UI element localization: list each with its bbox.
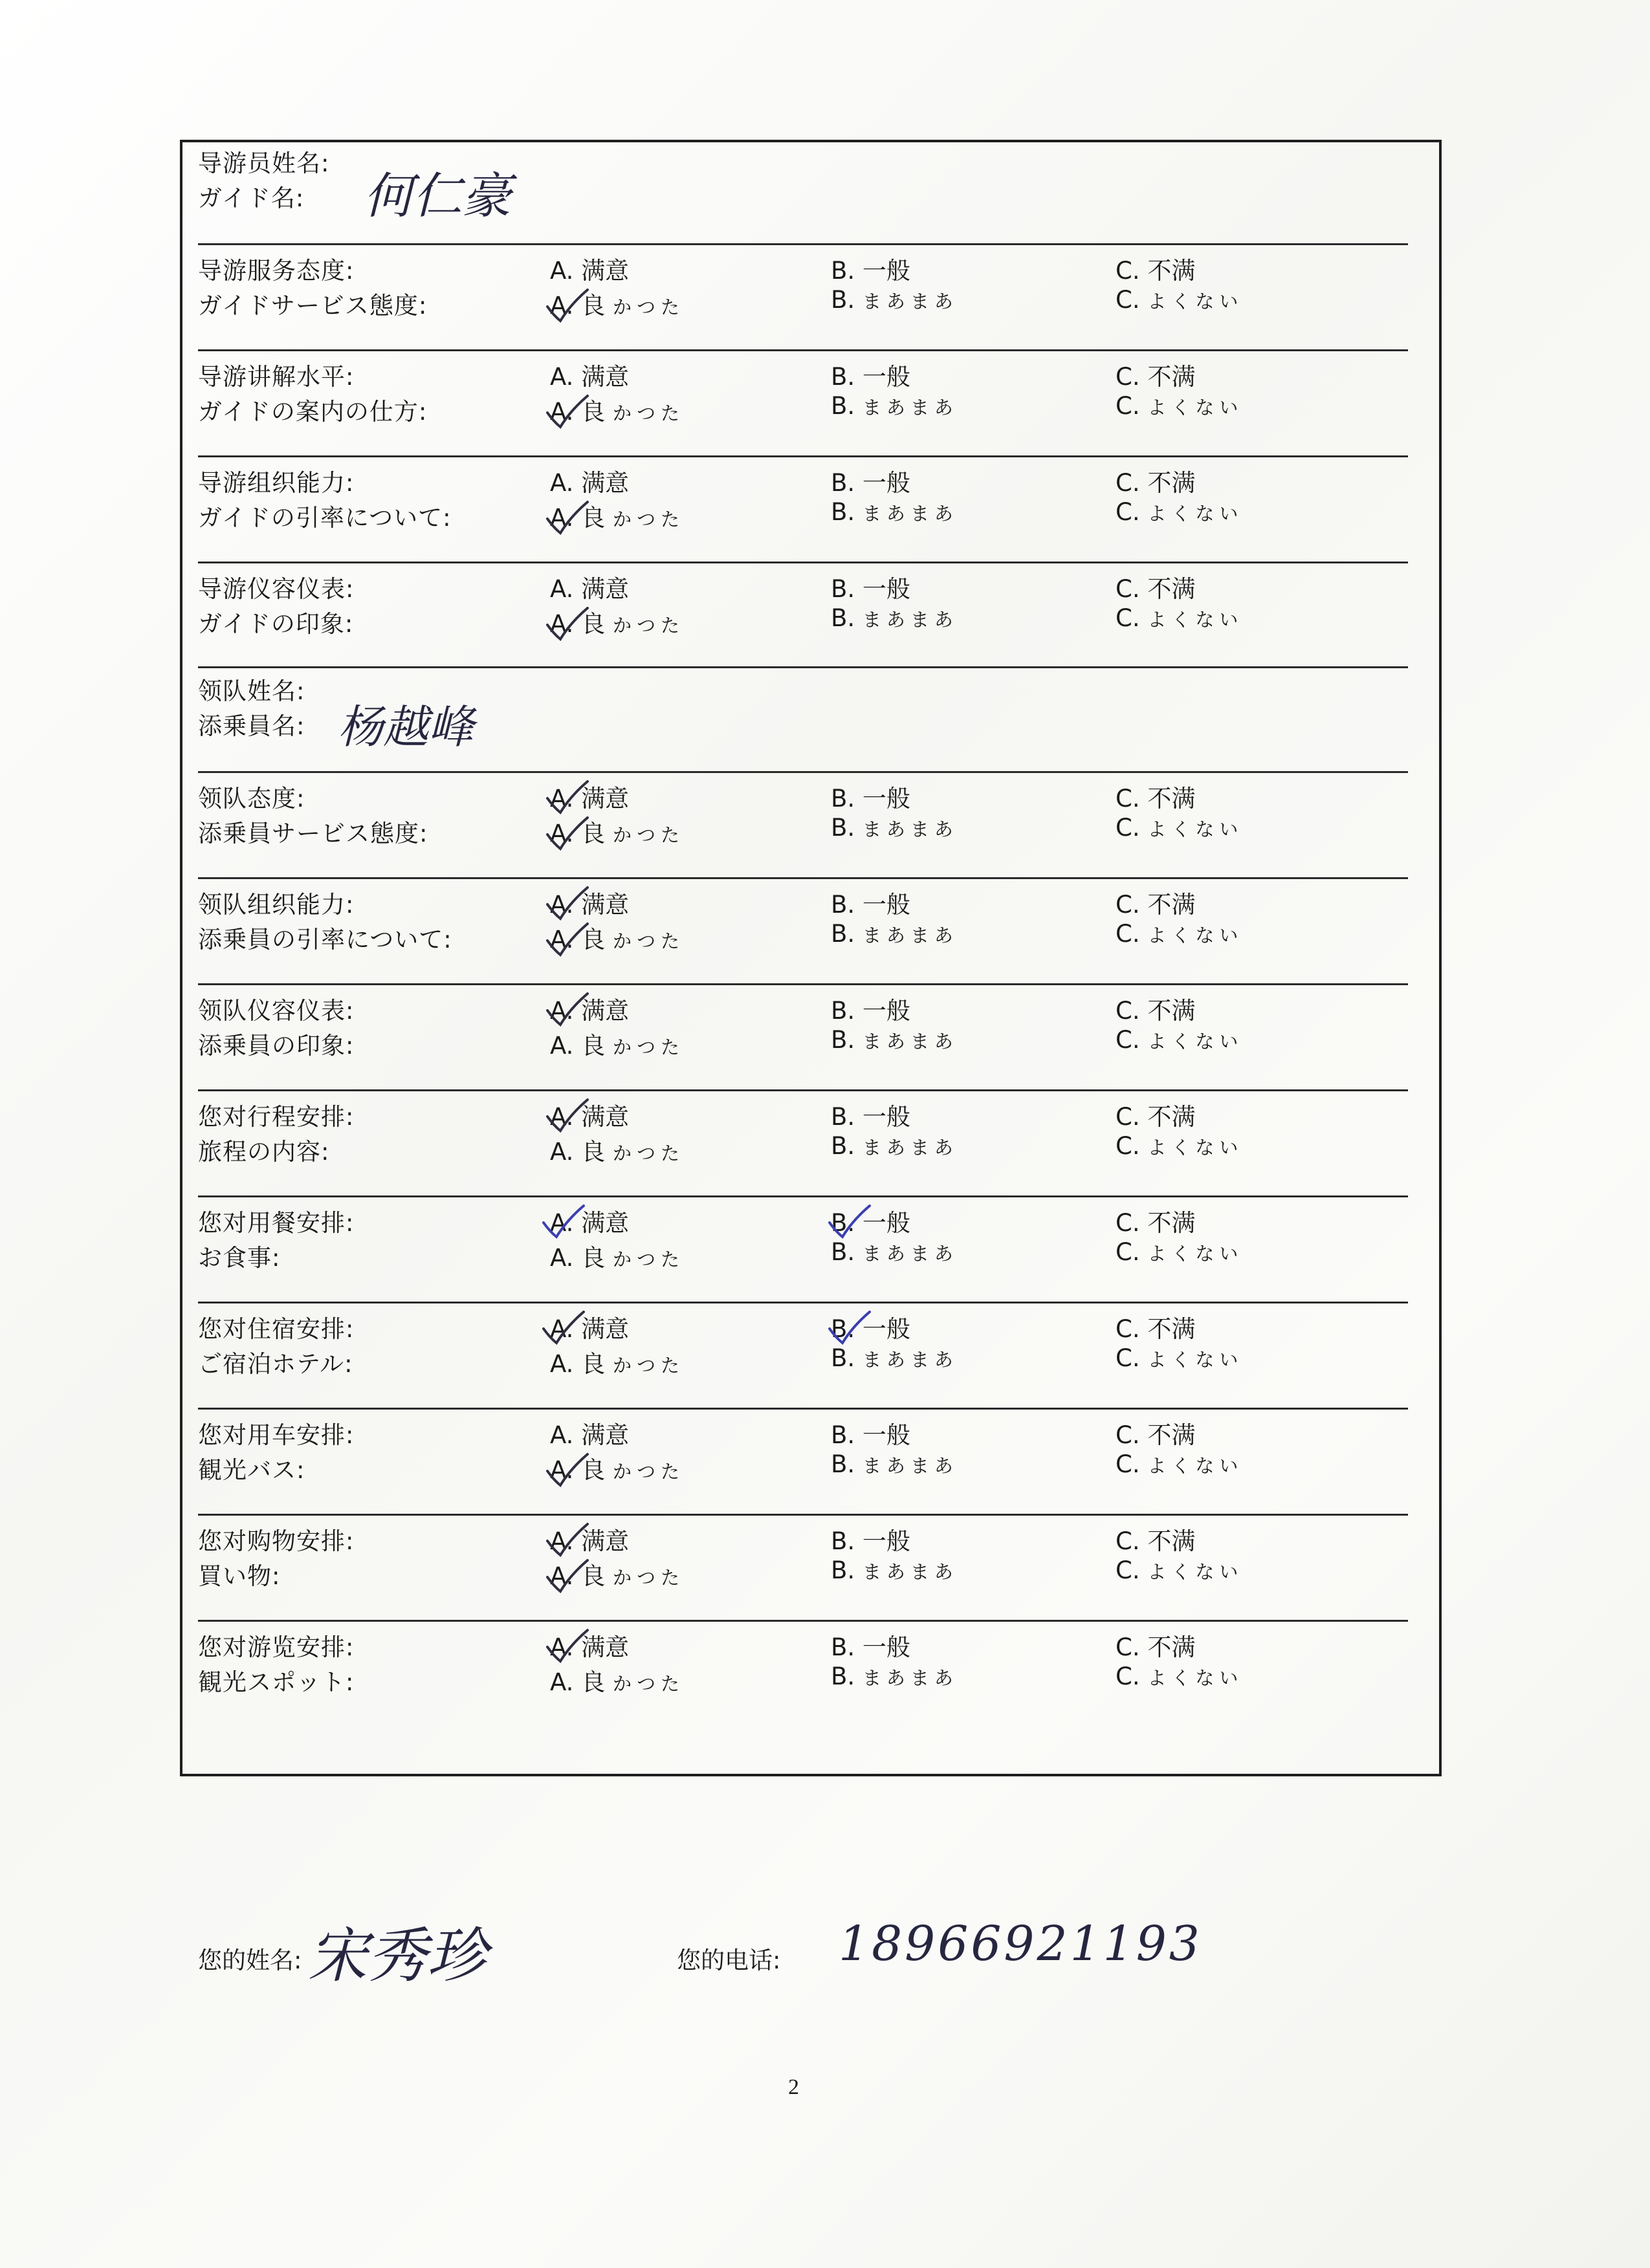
option-b-soso[interactable]: B. まあまあ	[831, 286, 958, 314]
option-a-good[interactable]: A. 良 かつた	[550, 926, 685, 954]
question-label-jp: ガイドサービス態度:	[198, 292, 428, 320]
option-c-notgood[interactable]: C. よくない	[1116, 392, 1244, 420]
option-c-dissatisfied[interactable]: C. 不满	[1116, 1209, 1196, 1237]
option-b-soso[interactable]: B. まあまあ	[831, 1344, 958, 1372]
question-label-jp: ガイドの引率について:	[198, 504, 452, 532]
check-mark-icon[interactable]	[541, 1203, 586, 1242]
option-c-dissatisfied[interactable]: C. 不满	[1116, 257, 1196, 285]
option-c-notgood[interactable]: C. よくない	[1116, 1238, 1244, 1266]
leader-name-label-jp: 添乗員名:	[198, 712, 305, 740]
survey-form-frame	[180, 140, 1442, 1776]
guide-name-label-jp: ガイド名:	[198, 184, 305, 212]
check-mark-icon[interactable]	[545, 885, 590, 924]
option-b-average[interactable]: B. 一般	[831, 257, 910, 285]
option-b-soso[interactable]: B. まあまあ	[831, 498, 958, 526]
check-mark-icon[interactable]	[545, 921, 590, 960]
check-mark-icon[interactable]	[545, 287, 590, 326]
question-label-cn: 导游仪容仪表:	[198, 575, 355, 603]
option-c-dissatisfied[interactable]: C. 不满	[1116, 469, 1196, 497]
option-a-satisfied[interactable]: A. 满意	[550, 1103, 630, 1131]
option-c-dissatisfied[interactable]: C. 不满	[1116, 1315, 1196, 1343]
check-mark-icon[interactable]	[545, 1628, 590, 1666]
option-a-satisfied[interactable]: A. 满意	[550, 363, 630, 391]
check-mark-icon[interactable]	[545, 393, 590, 432]
option-a-satisfied[interactable]: A. 满意	[550, 785, 630, 812]
question-label-cn: 您对用餐安排:	[198, 1209, 355, 1237]
divider	[198, 1514, 1408, 1516]
question-label-jp: お食事:	[198, 1244, 281, 1272]
question-label-jp: 添乗員サービス態度:	[198, 820, 428, 847]
option-a-satisfied[interactable]: A. 满意	[550, 469, 630, 497]
option-a-good[interactable]: A. 良 かつた	[550, 820, 685, 847]
option-c-notgood[interactable]: C. よくない	[1116, 1556, 1244, 1584]
option-c-notgood[interactable]: C. よくない	[1116, 286, 1244, 314]
option-c-dissatisfied[interactable]: C. 不满	[1116, 1103, 1196, 1131]
option-a-satisfied[interactable]: A. 满意	[550, 997, 630, 1025]
option-a-satisfied[interactable]: A. 满意	[550, 1315, 630, 1343]
check-mark-icon[interactable]	[545, 1452, 590, 1490]
page-number: 2	[788, 2075, 799, 2099]
customer-phone-handwritten[interactable]: 18966921193	[839, 1916, 1202, 1972]
option-b-average[interactable]: B. 一般	[831, 469, 910, 497]
option-a-satisfied[interactable]: A. 满意	[550, 575, 630, 603]
option-c-notgood[interactable]: C. よくない	[1116, 920, 1244, 948]
leader-name-label-cn: 领队姓名:	[198, 677, 305, 705]
option-b-average[interactable]: B. 一般	[831, 363, 910, 391]
option-c-notgood[interactable]: C. よくない	[1116, 1450, 1244, 1478]
divider	[198, 455, 1408, 457]
customer-name-label: 您的姓名:	[198, 1946, 302, 1974]
check-mark-icon[interactable]	[545, 815, 590, 854]
question-label-cn: 导游组织能力:	[198, 469, 355, 497]
option-b-soso[interactable]: B. まあまあ	[831, 814, 958, 842]
option-a-satisfied[interactable]: A. 满意	[550, 1633, 630, 1661]
question-label-jp: ご宿泊ホテル:	[198, 1350, 353, 1378]
option-b-soso[interactable]: B. まあまあ	[831, 1132, 958, 1160]
question-label-cn: 领队态度:	[198, 785, 305, 812]
option-a-satisfied[interactable]: A. 满意	[550, 1209, 630, 1237]
divider	[198, 243, 1408, 245]
check-mark-icon[interactable]	[545, 1521, 590, 1560]
option-a-satisfied[interactable]: A. 满意	[550, 1421, 630, 1449]
check-mark-icon[interactable]	[545, 1097, 590, 1136]
option-a-good[interactable]: A. 良 かつた	[550, 1562, 685, 1590]
check-mark-icon[interactable]	[827, 1203, 872, 1242]
option-b-average[interactable]: B. 一般	[831, 891, 910, 919]
divider	[198, 983, 1408, 985]
option-b-soso[interactable]: B. まあまあ	[831, 1663, 958, 1690]
option-c-notgood[interactable]: C. よくない	[1116, 498, 1244, 526]
option-b-average[interactable]: B. 一般	[831, 997, 910, 1025]
option-a-satisfied[interactable]: A. 满意	[550, 257, 630, 285]
check-mark-icon[interactable]	[545, 779, 590, 818]
divider	[198, 771, 1408, 773]
option-c-notgood[interactable]: C. よくない	[1116, 1663, 1244, 1690]
question-label-cn: 您对住宿安排:	[198, 1315, 355, 1343]
option-a-satisfied[interactable]: A. 满意	[550, 1527, 630, 1555]
divider	[198, 562, 1408, 563]
divider	[198, 1089, 1408, 1091]
question-label-jp: 買い物:	[198, 1562, 281, 1590]
option-c-dissatisfied[interactable]: C. 不满	[1116, 363, 1196, 391]
divider	[198, 877, 1408, 879]
option-b-soso[interactable]: B. まあまあ	[831, 920, 958, 948]
check-mark-icon[interactable]	[545, 991, 590, 1030]
option-c-notgood[interactable]: C. よくない	[1116, 1026, 1244, 1054]
question-label-cn: 导游讲解水平:	[198, 363, 355, 391]
leader-name-handwritten[interactable]: 杨越峰	[338, 701, 474, 754]
check-mark-icon[interactable]	[827, 1309, 872, 1348]
guide-name-handwritten[interactable]: 何仁豪	[364, 167, 511, 224]
question-label-cn: 您对行程安排:	[198, 1103, 355, 1131]
option-a-good[interactable]: A. 良 かつた	[550, 504, 685, 532]
option-c-notgood[interactable]: C. よくない	[1116, 604, 1244, 632]
question-label-cn: 导游服务态度:	[198, 257, 355, 285]
option-a-good[interactable]: A. 良 かつた	[550, 292, 685, 320]
option-b-average[interactable]: B. 一般	[831, 1633, 910, 1661]
option-c-dissatisfied[interactable]: C. 不满	[1116, 891, 1196, 919]
option-c-dissatisfied[interactable]: C. 不满	[1116, 1633, 1196, 1661]
question-label-cn: 领队组织能力:	[198, 891, 355, 919]
divider	[198, 1408, 1408, 1410]
question-label-cn: 领队仪容仪表:	[198, 997, 355, 1025]
question-label-cn: 您对用车安排:	[198, 1421, 355, 1449]
customer-phone-label: 您的电话:	[677, 1946, 781, 1974]
option-a-good[interactable]: A. 良 かつた	[550, 610, 685, 638]
check-mark-icon[interactable]	[545, 499, 590, 538]
option-c-dissatisfied[interactable]: C. 不满	[1116, 785, 1196, 812]
option-b-average[interactable]: B. 一般	[831, 785, 910, 812]
option-c-dissatisfied[interactable]: C. 不满	[1116, 1421, 1196, 1449]
guide-name-label-cn: 导游员姓名:	[198, 149, 330, 177]
option-b-average[interactable]: B. 一般	[831, 1527, 910, 1555]
option-b-soso[interactable]: B. まあまあ	[831, 1026, 958, 1054]
option-b-average[interactable]: B. 一般	[831, 575, 910, 603]
option-a-satisfied[interactable]: A. 满意	[550, 891, 630, 919]
option-c-dissatisfied[interactable]: C. 不满	[1116, 997, 1196, 1025]
option-b-soso[interactable]: B. まあまあ	[831, 1238, 958, 1266]
option-b-soso[interactable]: B. まあまあ	[831, 392, 958, 420]
question-label-cn: 您对购物安排:	[198, 1527, 355, 1555]
option-a-good[interactable]: A. 良 かつた	[550, 398, 685, 426]
option-a-good[interactable]: A. 良 かつた	[550, 1456, 685, 1484]
check-mark-icon[interactable]	[545, 605, 590, 644]
option-a-good[interactable]: A. 良 かつた	[550, 1244, 685, 1272]
divider	[198, 1620, 1408, 1622]
option-b-average[interactable]: B. 一般	[831, 1421, 910, 1449]
question-label-jp: ガイドの案内の仕方:	[198, 398, 428, 426]
question-label-jp: 添乗員の引率について:	[198, 926, 452, 954]
option-b-soso[interactable]: B. まあまあ	[831, 1450, 958, 1478]
option-c-dissatisfied[interactable]: C. 不满	[1116, 575, 1196, 603]
question-label-jp: 観光スポット:	[198, 1668, 355, 1696]
divider	[198, 666, 1408, 668]
question-label-jp: 旅程の内容:	[198, 1138, 330, 1166]
option-a-good[interactable]: A. 良 かつた	[550, 1032, 685, 1060]
option-c-dissatisfied[interactable]: C. 不满	[1116, 1527, 1196, 1555]
check-mark-icon[interactable]	[545, 1558, 590, 1597]
option-b-average[interactable]: B. 一般	[831, 1315, 910, 1343]
option-a-good[interactable]: A. 良 かつた	[550, 1668, 685, 1696]
question-label-jp: ガイドの印象:	[198, 610, 354, 638]
question-label-cn: 您对游览安排:	[198, 1633, 355, 1661]
check-mark-icon[interactable]	[541, 1309, 586, 1348]
option-c-notgood[interactable]: C. よくない	[1116, 814, 1244, 842]
question-label-jp: 添乗員の印象:	[198, 1032, 355, 1060]
divider	[198, 1302, 1408, 1303]
option-c-notgood[interactable]: C. よくない	[1116, 1344, 1244, 1372]
option-b-average[interactable]: B. 一般	[831, 1103, 910, 1131]
customer-name-handwritten[interactable]: 宋秀珍	[308, 1921, 487, 1990]
option-c-notgood[interactable]: C. よくない	[1116, 1132, 1244, 1160]
option-b-soso[interactable]: B. まあまあ	[831, 1556, 958, 1584]
option-b-soso[interactable]: B. まあまあ	[831, 604, 958, 632]
divider	[198, 1195, 1408, 1197]
option-a-good[interactable]: A. 良 かつた	[550, 1350, 685, 1378]
divider	[198, 349, 1408, 351]
option-a-good[interactable]: A. 良 かつた	[550, 1138, 685, 1166]
question-label-jp: 観光バス:	[198, 1456, 305, 1484]
option-b-average[interactable]: B. 一般	[831, 1209, 910, 1237]
